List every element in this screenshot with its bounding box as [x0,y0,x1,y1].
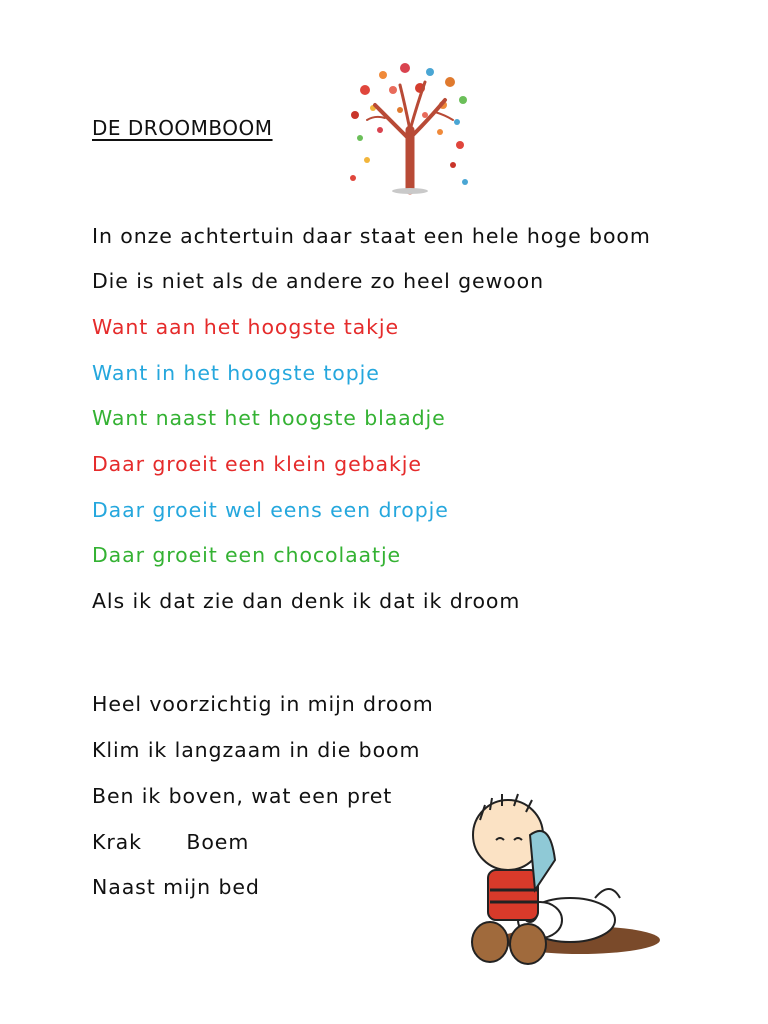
boy-figure [472,794,555,964]
poem-line: Klim ik langzaam in die boom [92,738,421,762]
poem-line: Heel voorzichtig in mijn droom [92,692,434,716]
poem-line: Want aan het hoogste takje [92,315,399,339]
poem-line: Als ik dat zie dan denk ik dat ik droom [92,589,521,613]
poem-line: Want naast het hoogste blaadje [92,406,446,430]
poem-line: Ben ik boven, wat een pret [92,784,393,808]
poem-line: In onze achtertuin daar staat een hele hoge boom [92,224,651,248]
poem-line: Die is niet als de andere zo heel gewoon [92,269,544,293]
poem-line: Krak Boem [92,830,250,854]
tree-illustration [345,60,475,195]
poem-title: DE DROOMBOOM [92,116,273,140]
poem-line: Naast mijn bed [92,875,260,899]
tree-trunk [367,82,453,190]
poem-line: Daar groeit een chocolaatje [92,543,402,567]
poem-line: Daar groeit een klein gebakje [92,452,422,476]
boy-and-dog-illustration [430,780,670,970]
poem-line: Daar groeit wel eens een dropje [92,498,449,522]
tree-shadow [392,188,428,194]
poem-line: Want in het hoogste topje [92,361,380,385]
